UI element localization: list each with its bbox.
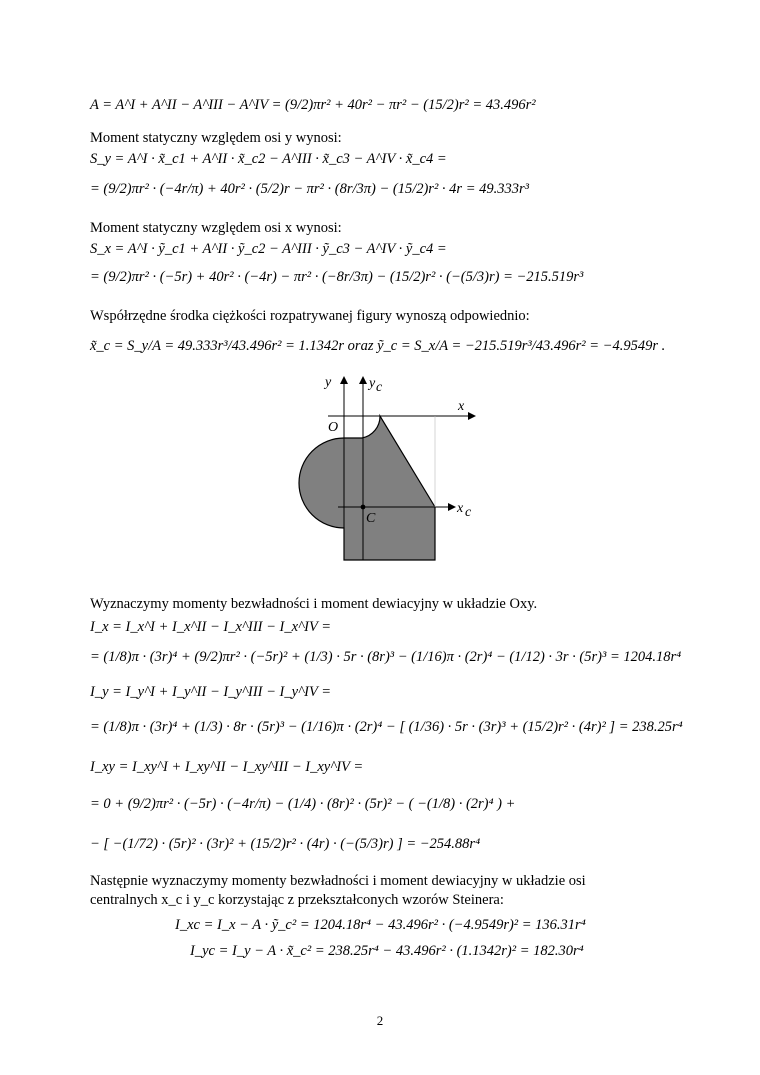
origin-label: O <box>328 420 339 435</box>
ixy-value-2: − [ −(1/72) · (5r)² · (3r)² + (15/2)r² · (4r) · (−(5/3)r) ] = −254.88r⁴ <box>90 836 481 852</box>
ix-definition: I_x = I_x^I + I_x^II − I_x^III − I_x^IV = <box>90 619 331 635</box>
shaded-region <box>299 416 435 560</box>
iyc-value: I_yc = I_y − A · x̃_c² = 238.25r⁴ − 43.496r² · (1.1342r)² = 182.30r⁴ <box>190 943 584 959</box>
yc-label: y <box>369 376 376 391</box>
steiner-intro-1: Następnie wyznaczymy momenty bezwładności i moment dewiacyjny w układzie osi <box>90 873 586 889</box>
ixy-definition: I_xy = I_xy^I + I_xy^II − I_xy^III − I_xy^IV = <box>90 759 364 775</box>
inertia-intro: Wyznaczymy momenty bezwładności i moment dewiacyjny w układzie Oxy. <box>90 596 538 612</box>
xc-subscript: c <box>465 505 472 520</box>
centroid-values: x̃_c = S_y/A = 49.333r³/43.496r² = 1.1342r oraz ỹ_c = S_x/A = −215.519r³/43.496r² = −4.9549r . <box>90 338 666 354</box>
ix-value: = (1/8)π · (3r)⁴ + (9/2)πr² · (−5r)² + (1/3) · 5r · (8r)³ − (1/16)π · (2r)⁴ − (1/12) · 3r · (5r)³ = 1204.18r⁴ <box>90 649 682 665</box>
area-equation: A = A^I + A^II − A^III − A^IV = (9/2)πr² + 40r² − πr² − (15/2)r² = 43.496r² <box>90 97 536 113</box>
yc-axis-arrow <box>359 376 367 384</box>
ixc-value: I_xc = I_x − A · ỹ_c² = 1204.18r⁴ − 43.496r² · (−4.9549r)² = 136.31r⁴ <box>175 917 586 933</box>
centroid-point <box>361 505 366 510</box>
ixy-value-1: = 0 + (9/2)πr² · (−5r) · (−4r/π) − (1/4) · (8r)² · (5r)² − ( −(1/8) · (2r)⁴ ) + <box>90 796 516 812</box>
cross-section-figure <box>280 370 500 590</box>
centroid-intro: Współrzędne środka ciężkości rozpatrywanej figury wynoszą odpowiednio: <box>90 308 530 324</box>
sy-definition: S_y = A^I · x̃_c1 + A^II · x̃_c2 − A^III · x̃_c3 − A^IV · x̃_c4 = <box>90 151 447 167</box>
y-axis-arrow <box>340 376 348 384</box>
page-number: 2 <box>376 1013 384 1028</box>
sx-definition: S_x = A^I · ỹ_c1 + A^II · ỹ_c2 − A^III · ỹ_c3 − A^IV · ỹ_c4 = <box>90 241 447 257</box>
centroid-label: C <box>366 511 376 526</box>
yc-subscript: c <box>376 380 383 395</box>
y-label: y <box>325 375 332 390</box>
sy-value: = (9/2)πr² · (−4r/π) + 40r² · (5/2)r − πr² · (8r/3π) − (15/2)r² · 4r = 49.333r³ <box>90 181 529 197</box>
sx-intro: Moment statyczny względem osi x wynosi: <box>90 220 342 236</box>
sx-value: = (9/2)πr² · (−5r) + 40r² · (−4r) − πr² · (−8r/3π) − (15/2)r² · (−(5/3)r) = −215.519r³ <box>90 269 584 285</box>
x-label: x <box>458 399 465 414</box>
xc-axis-arrow <box>448 503 456 511</box>
x-axis-arrow <box>468 412 476 420</box>
sy-intro: Moment statyczny względem osi y wynosi: <box>90 130 342 146</box>
iy-definition: I_y = I_y^I + I_y^II − I_y^III − I_y^IV = <box>90 684 331 700</box>
steiner-intro-2: centralnych x_c i y_c korzystając z przekształconych wzorów Steinera: <box>90 892 504 908</box>
iy-value: = (1/8)π · (3r)⁴ + (1/3) · 8r · (5r)³ − (1/16)π · (2r)⁴ − [ (1/36) · 5r · (3r)³ + (15/2)r² · (4r)² ] = 238.25r⁴ <box>90 719 683 735</box>
xc-label: x <box>457 501 464 516</box>
